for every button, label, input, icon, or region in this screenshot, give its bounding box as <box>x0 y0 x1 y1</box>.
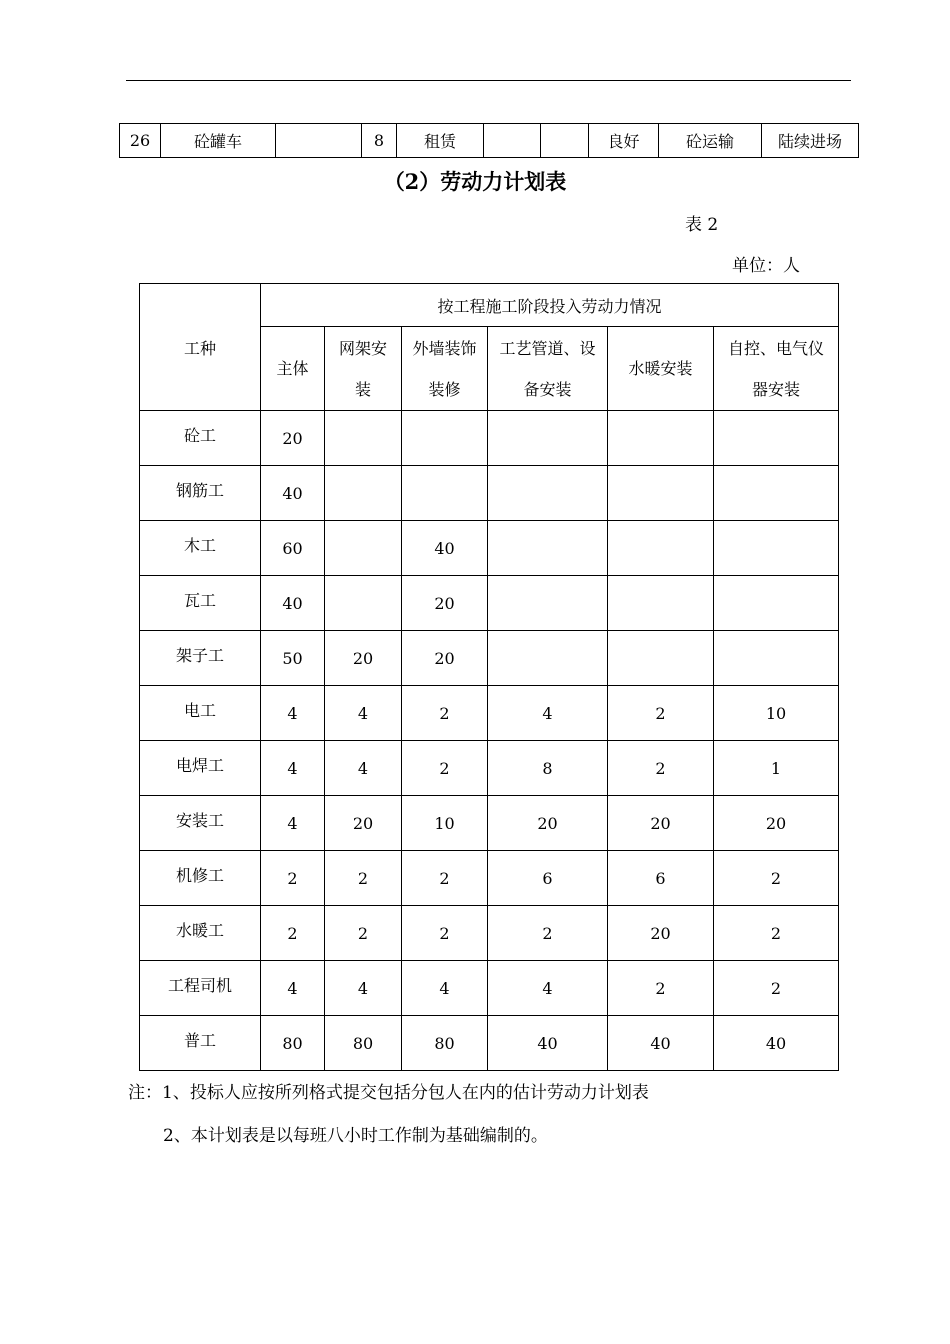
equipment-col6 <box>484 124 541 158</box>
count-cell: 20 <box>325 796 402 851</box>
column-header-line1: 主体 <box>276 359 309 378</box>
count-cell <box>488 521 608 576</box>
column-header <box>488 327 608 411</box>
count-cell: 1 <box>714 741 839 796</box>
equipment-remark: 陆续进场 <box>762 124 859 158</box>
worker-type-cell: 瓦工 <box>140 576 261 631</box>
count-cell <box>325 466 402 521</box>
worker-type-cell: 砼工 <box>140 411 261 466</box>
equipment-no: 26 <box>120 124 161 158</box>
table-row <box>140 961 839 1016</box>
count-cell: 4 <box>488 686 608 741</box>
count-cell: 2 <box>608 961 714 1016</box>
table-row <box>140 851 839 906</box>
count-cell <box>488 576 608 631</box>
worker-type-cell: 工程司机 <box>140 961 261 1016</box>
count-cell: 20 <box>608 906 714 961</box>
table-row <box>140 906 839 961</box>
worker-type-cell: 安装工 <box>140 796 261 851</box>
count-cell: 80 <box>402 1016 488 1071</box>
table-row <box>140 741 839 796</box>
count-cell: 2 <box>714 851 839 906</box>
count-cell: 20 <box>402 576 488 631</box>
count-cell: 4 <box>261 796 325 851</box>
count-cell: 2 <box>261 906 325 961</box>
note-1: 注：1、投标人应按所列格式提交包括分包人在内的估计劳动力计划表 <box>128 1083 649 1103</box>
count-cell: 2 <box>608 686 714 741</box>
count-cell <box>402 411 488 466</box>
column-header <box>402 327 488 411</box>
count-cell <box>402 466 488 521</box>
count-cell <box>488 411 608 466</box>
count-cell: 2 <box>402 851 488 906</box>
count-cell: 50 <box>261 631 325 686</box>
count-cell: 40 <box>714 1016 839 1071</box>
count-cell: 8 <box>488 741 608 796</box>
equipment-table <box>119 123 859 158</box>
column-header-line2: 器安装 <box>752 379 801 399</box>
table-row <box>140 411 839 466</box>
worker-type-cell: 电工 <box>140 686 261 741</box>
equipment-source: 租赁 <box>397 124 484 158</box>
count-cell <box>608 631 714 686</box>
table-row <box>140 686 839 741</box>
table-row <box>140 466 839 521</box>
count-cell <box>488 466 608 521</box>
count-cell <box>714 631 839 686</box>
column-header <box>261 327 325 411</box>
count-cell <box>325 521 402 576</box>
count-cell: 2 <box>402 906 488 961</box>
count-cell: 6 <box>608 851 714 906</box>
table-row <box>140 796 839 851</box>
table-row <box>140 576 839 631</box>
count-cell: 2 <box>402 686 488 741</box>
count-cell: 80 <box>325 1016 402 1071</box>
count-cell <box>608 411 714 466</box>
labor-header-row-1 <box>140 284 839 327</box>
count-cell: 2 <box>261 851 325 906</box>
count-cell <box>608 466 714 521</box>
column-header <box>325 327 402 411</box>
worker-type-header: 工种 <box>140 284 261 411</box>
worker-type-cell: 电焊工 <box>140 741 261 796</box>
count-cell: 2 <box>325 851 402 906</box>
stage-group-header: 按工程施工阶段投入劳动力情况 <box>261 284 839 327</box>
count-cell <box>325 411 402 466</box>
count-cell: 4 <box>325 741 402 796</box>
count-cell: 4 <box>488 961 608 1016</box>
count-cell: 40 <box>488 1016 608 1071</box>
column-header-line1: 水暖安装 <box>628 359 693 378</box>
count-cell: 4 <box>261 686 325 741</box>
worker-type-cell: 水暖工 <box>140 906 261 961</box>
count-cell: 20 <box>261 411 325 466</box>
count-cell: 40 <box>608 1016 714 1071</box>
count-cell <box>608 521 714 576</box>
count-cell <box>325 576 402 631</box>
unit-label: 单位：人 <box>732 256 800 276</box>
count-cell: 6 <box>488 851 608 906</box>
count-cell: 60 <box>261 521 325 576</box>
column-header <box>714 327 839 411</box>
column-header-line1: 工艺管道、设 <box>499 338 596 358</box>
count-cell: 10 <box>714 686 839 741</box>
table-row <box>140 631 839 686</box>
count-cell: 10 <box>402 796 488 851</box>
column-header-line1: 网架安 <box>338 338 387 358</box>
count-cell: 4 <box>402 961 488 1016</box>
count-cell: 40 <box>402 521 488 576</box>
worker-type-cell: 架子工 <box>140 631 261 686</box>
count-cell: 2 <box>714 961 839 1016</box>
count-cell: 2 <box>714 906 839 961</box>
labor-plan-table <box>139 283 839 1071</box>
equipment-row <box>120 124 859 158</box>
count-cell: 2 <box>608 741 714 796</box>
count-cell: 20 <box>488 796 608 851</box>
equipment-name: 砼罐车 <box>161 124 276 158</box>
count-cell: 4 <box>261 961 325 1016</box>
equipment-model <box>276 124 362 158</box>
count-cell: 4 <box>325 686 402 741</box>
equipment-col7 <box>541 124 589 158</box>
table-row <box>140 1016 839 1071</box>
worker-type-cell: 机修工 <box>140 851 261 906</box>
count-cell: 80 <box>261 1016 325 1071</box>
column-header-line2: 备安装 <box>523 379 572 399</box>
count-cell: 2 <box>325 906 402 961</box>
count-cell: 20 <box>325 631 402 686</box>
count-cell: 2 <box>488 906 608 961</box>
column-header-line1: 外墙装饰 <box>412 338 477 358</box>
count-cell: 20 <box>714 796 839 851</box>
count-cell: 20 <box>402 631 488 686</box>
count-cell: 4 <box>261 741 325 796</box>
count-cell <box>608 576 714 631</box>
equipment-condition: 良好 <box>589 124 659 158</box>
count-cell: 40 <box>261 576 325 631</box>
count-cell: 20 <box>608 796 714 851</box>
count-cell: 40 <box>261 466 325 521</box>
column-header-line2: 装 <box>354 379 371 399</box>
count-cell <box>714 466 839 521</box>
equipment-usage: 砼运输 <box>659 124 762 158</box>
note-2: 2、本计划表是以每班八小时工作制为基础编制的。 <box>163 1126 548 1146</box>
count-cell <box>714 576 839 631</box>
header-rule <box>126 80 851 81</box>
worker-type-cell: 钢筋工 <box>140 466 261 521</box>
column-header-line1: 自控、电气仪 <box>728 338 825 358</box>
labor-plan-title: （2）劳动力计划表 <box>383 169 567 194</box>
worker-type-cell: 木工 <box>140 521 261 576</box>
count-cell <box>714 411 839 466</box>
equipment-qty: 8 <box>362 124 397 158</box>
count-cell <box>714 521 839 576</box>
column-header <box>608 327 714 411</box>
worker-type-cell: 普工 <box>140 1016 261 1071</box>
table-number: 表 2 <box>685 215 719 235</box>
table-row <box>140 521 839 576</box>
column-header-line2: 装修 <box>428 379 461 399</box>
labor-table-body <box>140 411 839 1071</box>
count-cell <box>488 631 608 686</box>
count-cell: 2 <box>402 741 488 796</box>
count-cell: 4 <box>325 961 402 1016</box>
